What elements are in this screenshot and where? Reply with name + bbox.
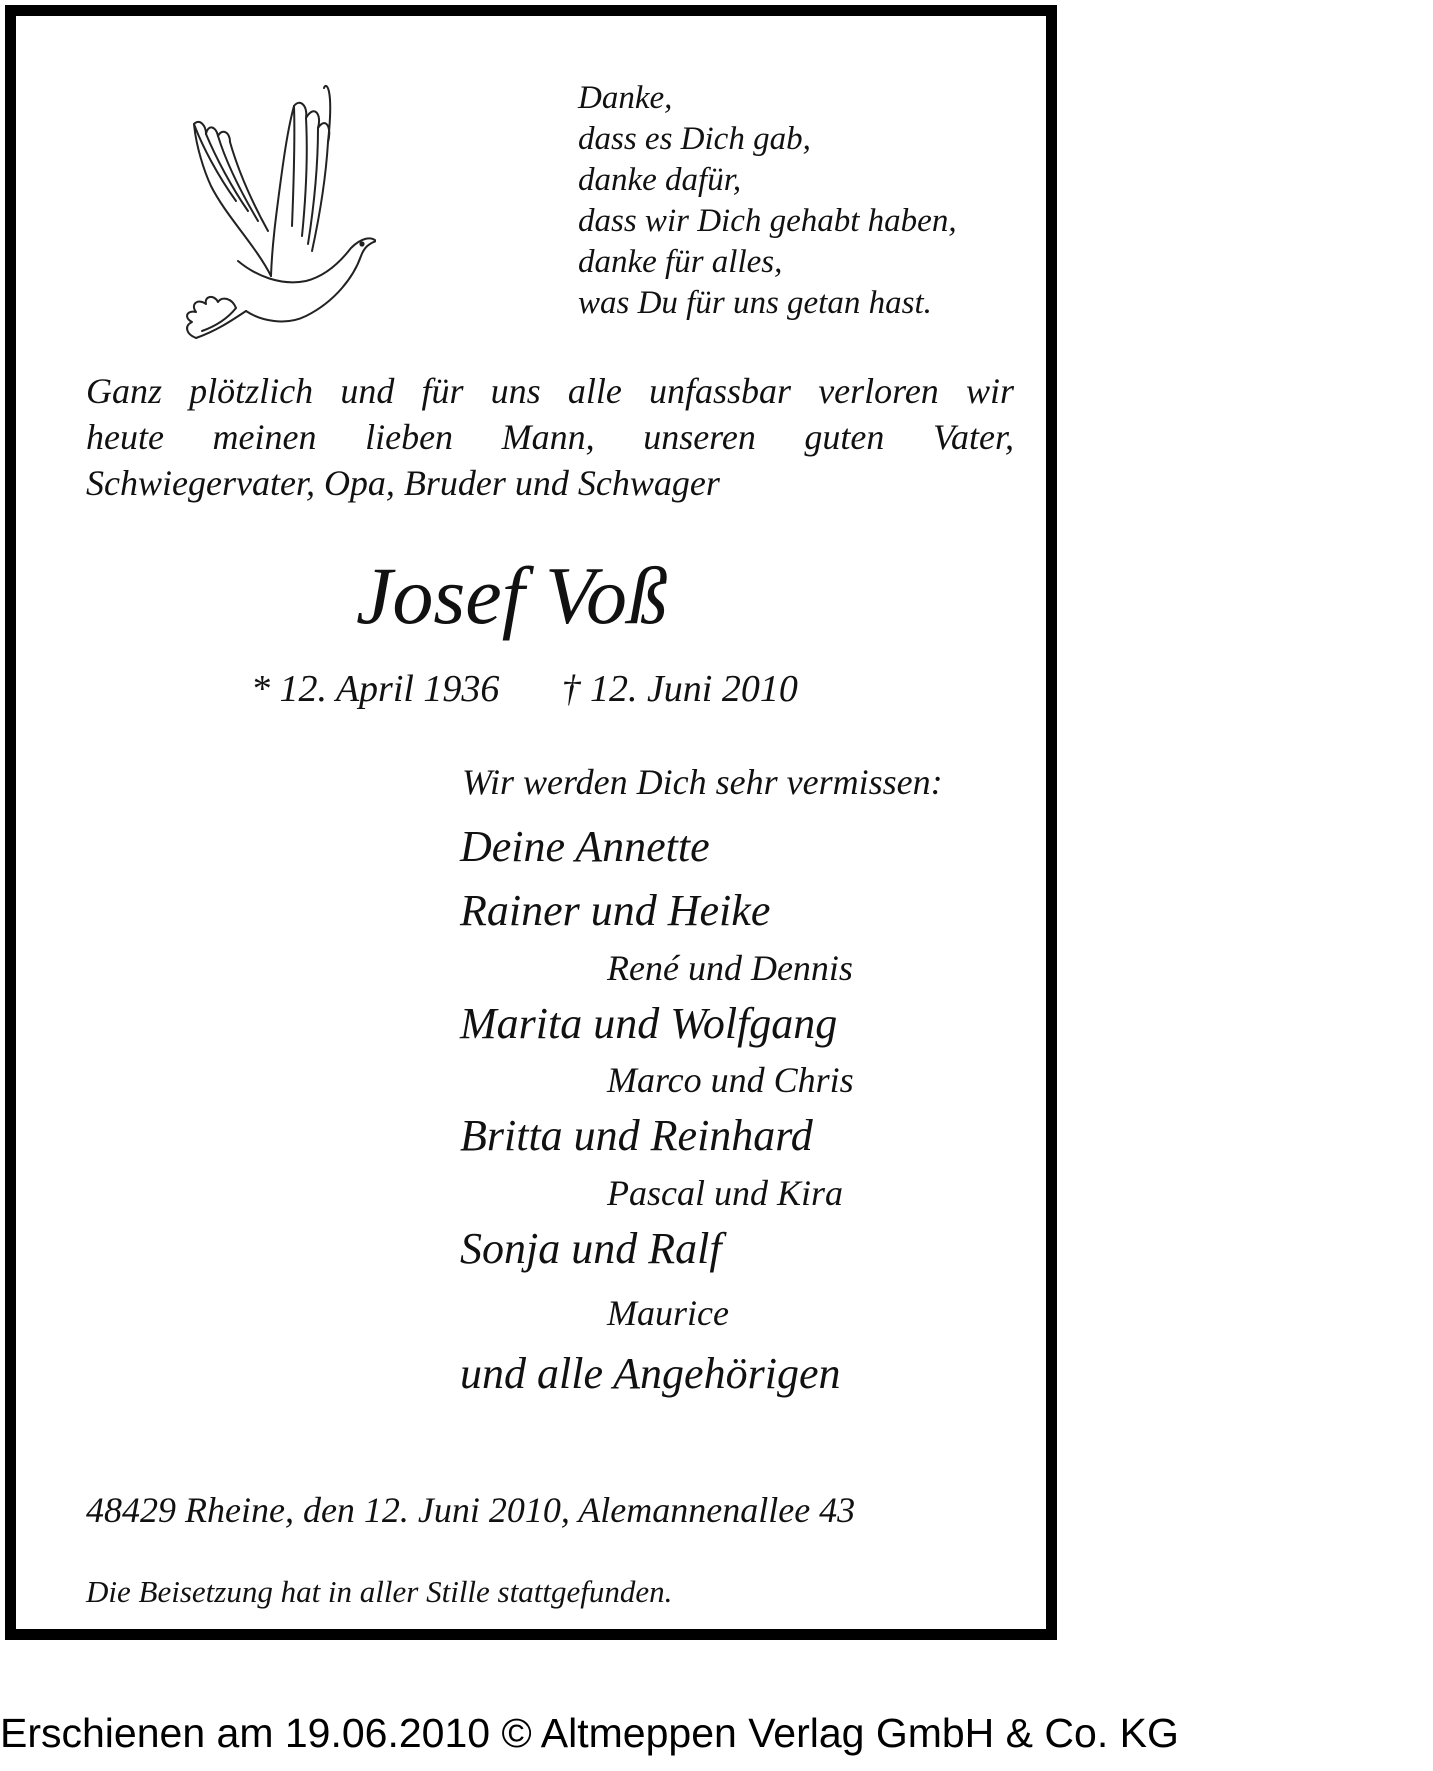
place-and-date: 48429 Rheine, den 12. Juni 2010, Alemannenallee 43 [86, 1490, 856, 1530]
mourner-names: Britta und Reinhard [460, 1111, 813, 1160]
life-dates [251, 666, 798, 712]
mourner-children: Maurice [607, 1293, 729, 1333]
obituary-frame [5, 5, 1057, 1640]
poem-line: dass es Dich gab, [578, 121, 811, 157]
mourner-children: René und Dennis [607, 948, 853, 988]
birth-date: * 12. April 1936 [251, 668, 500, 710]
poem [578, 78, 957, 324]
poem-line: Danke, [578, 80, 673, 116]
announcement-line: Schwiegervater, Opa, Bruder und Schwager [86, 463, 720, 503]
poem-line: was Du für uns getan hast. [578, 285, 932, 321]
publication-credit: Erschienen am 19.06.2010 © Altmeppen Verlag GmbH & Co. KG [0, 1710, 1179, 1756]
announcement-line: Ganz plötzlich und für uns alle unfassbar verloren wir [86, 371, 1014, 411]
mourner-names: und alle Angehörigen [460, 1349, 841, 1398]
announcement-line: heute meinen lieben Mann, unseren guten Vater, [86, 417, 1014, 457]
announcement-text [86, 368, 1014, 506]
deceased-name: Josef Voß [356, 550, 668, 641]
mourner-names: Rainer und Heike [460, 886, 771, 935]
dove-icon [176, 76, 376, 346]
mourner-children: Pascal und Kira [607, 1173, 844, 1213]
poem-line: danke für alles, [578, 244, 783, 280]
mourner-names: Deine Annette [460, 822, 710, 871]
mourner-children: Marco und Chris [607, 1060, 854, 1100]
mourner-names: Marita und Wolfgang [460, 999, 838, 1048]
death-date: † 12. Juni 2010 [561, 668, 798, 710]
burial-note: Die Beisetzung hat in aller Stille stattgefunden. [86, 1574, 673, 1609]
mourner-names: Sonja und Ralf [460, 1224, 722, 1273]
poem-line: danke dafür, [578, 162, 742, 198]
mourners-intro: Wir werden Dich sehr vermissen: [462, 762, 943, 802]
poem-line: dass wir Dich gehabt haben, [578, 203, 957, 239]
